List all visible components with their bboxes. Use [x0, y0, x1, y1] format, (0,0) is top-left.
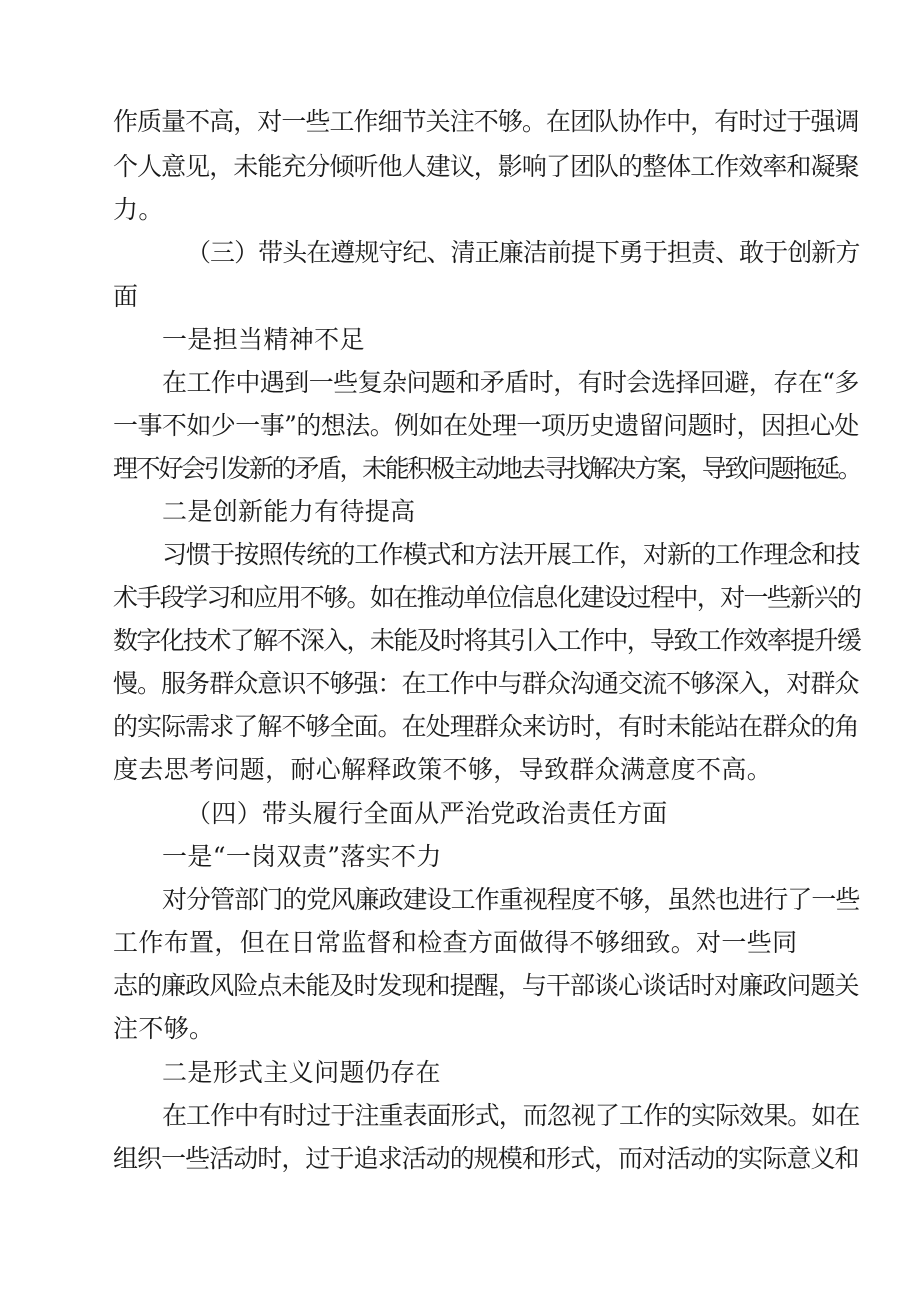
- body-text-line: 作质量不高，对一些工作细节关注不够。在团队协作中，有时过于强调: [113, 107, 859, 136]
- body-text-line: 工作布置，但在日常监督和检查方面做得不够细致。对一些同: [113, 928, 798, 957]
- subheading: 二是创新能力有待提高: [162, 497, 416, 526]
- body-text-line: 理不好会引发新的矛盾，未能积极主动地去寻找解决方案，导致问题拖延。: [113, 454, 861, 483]
- body-text-line: 在工作中遇到一些复杂问题和矛盾时，有时会选择回避，存在“多: [162, 368, 859, 397]
- body-text-line: 度去思考问题，耐心解释政策不够，导致群众满意度不高。: [113, 755, 773, 784]
- body-text-line: 慢。服务群众意识不够强：在工作中与群众沟通交流不够深入，对群众: [113, 669, 859, 698]
- body-text-line: 对分管部门的党风廉政建设工作重视程度不够，虽然也进行了一些: [162, 885, 860, 914]
- section-heading-3-cont: 面: [113, 282, 139, 311]
- body-text-line: 习惯于按照传统的工作模式和方法开展工作，对新的工作理念和技: [162, 540, 860, 569]
- subheading: 一是担当精神不足: [162, 325, 365, 354]
- body-text-line: 组织一些活动时，过于追求活动的规模和形式，而对活动的实际意义和: [113, 1144, 859, 1173]
- section-heading-3: （三）带头在遵规守纪、清正廉洁前提下勇于担责、敢于创新方: [186, 238, 860, 267]
- body-text-line: 术手段学习和应用不够。如在推动单位信息化建设过程中，对一些新兴的: [113, 583, 861, 612]
- body-text-line: 数字化技术了解不深入，未能及时将其引入工作中，导致工作效率提升缓: [113, 626, 861, 655]
- subheading: 二是形式主义问题仍存在: [162, 1058, 441, 1087]
- section-heading-4: （四）带头履行全面从严治党政治责任方面: [186, 799, 668, 828]
- body-text-line: 注不够。: [113, 1014, 215, 1043]
- subheading: 一是“一岗双责”落实不力: [162, 842, 442, 871]
- body-text-line: 的实际需求了解不够全面。在处理群众来访时，有时未能站在群众的角: [113, 712, 859, 741]
- body-text-line: 一事不如少一事”的想法。例如在处理一项历史遗留问题时，因担心处: [113, 411, 859, 440]
- body-text-line: 个人意见，未能充分倾听他人建议，影响了团队的整体工作效率和凝聚: [113, 152, 859, 181]
- body-text-line: 力。: [113, 195, 164, 224]
- body-text-line: 志的廉政风险点未能及时发现和提醒，与干部谈心谈话时对廉政问题关: [113, 971, 859, 1000]
- body-text-line: 在工作中有时过于注重表面形式，而忽视了工作的实际效果。如在: [162, 1101, 860, 1130]
